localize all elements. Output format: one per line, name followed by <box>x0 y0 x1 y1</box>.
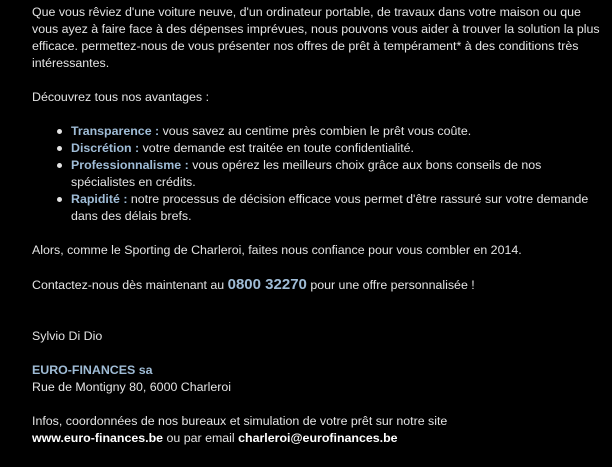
advantage-item-professionnalisme <box>71 157 606 191</box>
spacer <box>32 311 606 328</box>
company-address: Rue de Montigny 80, 6000 Charleroi <box>32 380 232 394</box>
info-line: Infos, coordonnées de nos bureaux et simulation de votre prêt sur notre site <box>32 414 448 428</box>
bullet-icon <box>57 146 62 151</box>
bullet-icon <box>57 129 62 134</box>
website-link[interactable]: www.euro-finances.be <box>32 431 164 445</box>
intro-paragraph: Que vous rêviez d'une voiture neuve, d'un ordinateur portable, de travaux dans votre maison ou que vous ayez à faire face à des dépenses imprévues, nous pouvons vous aider à trouver la solution la plus efficace. permettez-nous de vous présenter nos offres de prêt à tempérament* à des conditions très intéressantes. <box>32 5 600 70</box>
advantage-item-rapidite <box>71 191 606 225</box>
advantage-text: vous savez au centime près combien le prêt vous coûte. <box>159 124 472 138</box>
email-link[interactable]: charleroi@eurofinances.be <box>238 431 398 445</box>
contact-paragraph <box>32 276 606 294</box>
confidence-paragraph: Alors, comme le Sporting de Charleroi, faites nous confiance pour vous combler en 2014. <box>32 243 522 257</box>
company-name: EURO-FINANCES sa <box>32 363 153 377</box>
bullet-icon <box>57 197 62 202</box>
advantage-text: notre processus de décision efficace vous permet d'être rassuré sur votre demande dans des délais brefs. <box>71 192 589 223</box>
advantage-text: votre demande est traitée en toute confidentialité. <box>139 141 415 155</box>
phone-number[interactable]: 0800 32270 <box>227 276 307 293</box>
advantage-title: Transparence : <box>71 124 160 138</box>
contact-text-after: pour une offre personnalisée ! <box>306 278 475 292</box>
advantage-item-transparence <box>71 123 606 140</box>
advantage-title: Rapidité : <box>71 192 128 206</box>
advantage-title: Professionnalisme : <box>71 158 189 172</box>
message-content <box>32 4 606 447</box>
bullet-icon <box>57 163 62 168</box>
advantage-text: vous opérez les meilleurs choix grâce aux bons conseils de nos spécialistes en crédits. <box>71 158 542 189</box>
contact-links <box>32 430 606 447</box>
advantages-list <box>32 123 606 225</box>
advantages-heading: Découvrez tous nos avantages : <box>32 90 210 104</box>
right-border <box>612 0 616 467</box>
signature: Sylvio Di Dio <box>32 329 103 343</box>
advantage-title: Discrétion : <box>71 141 140 155</box>
email-connector-text: ou par email <box>163 431 239 445</box>
contact-text-before: Contactez-nous dès maintenant au <box>32 278 228 292</box>
advantage-item-discretion <box>71 140 606 157</box>
